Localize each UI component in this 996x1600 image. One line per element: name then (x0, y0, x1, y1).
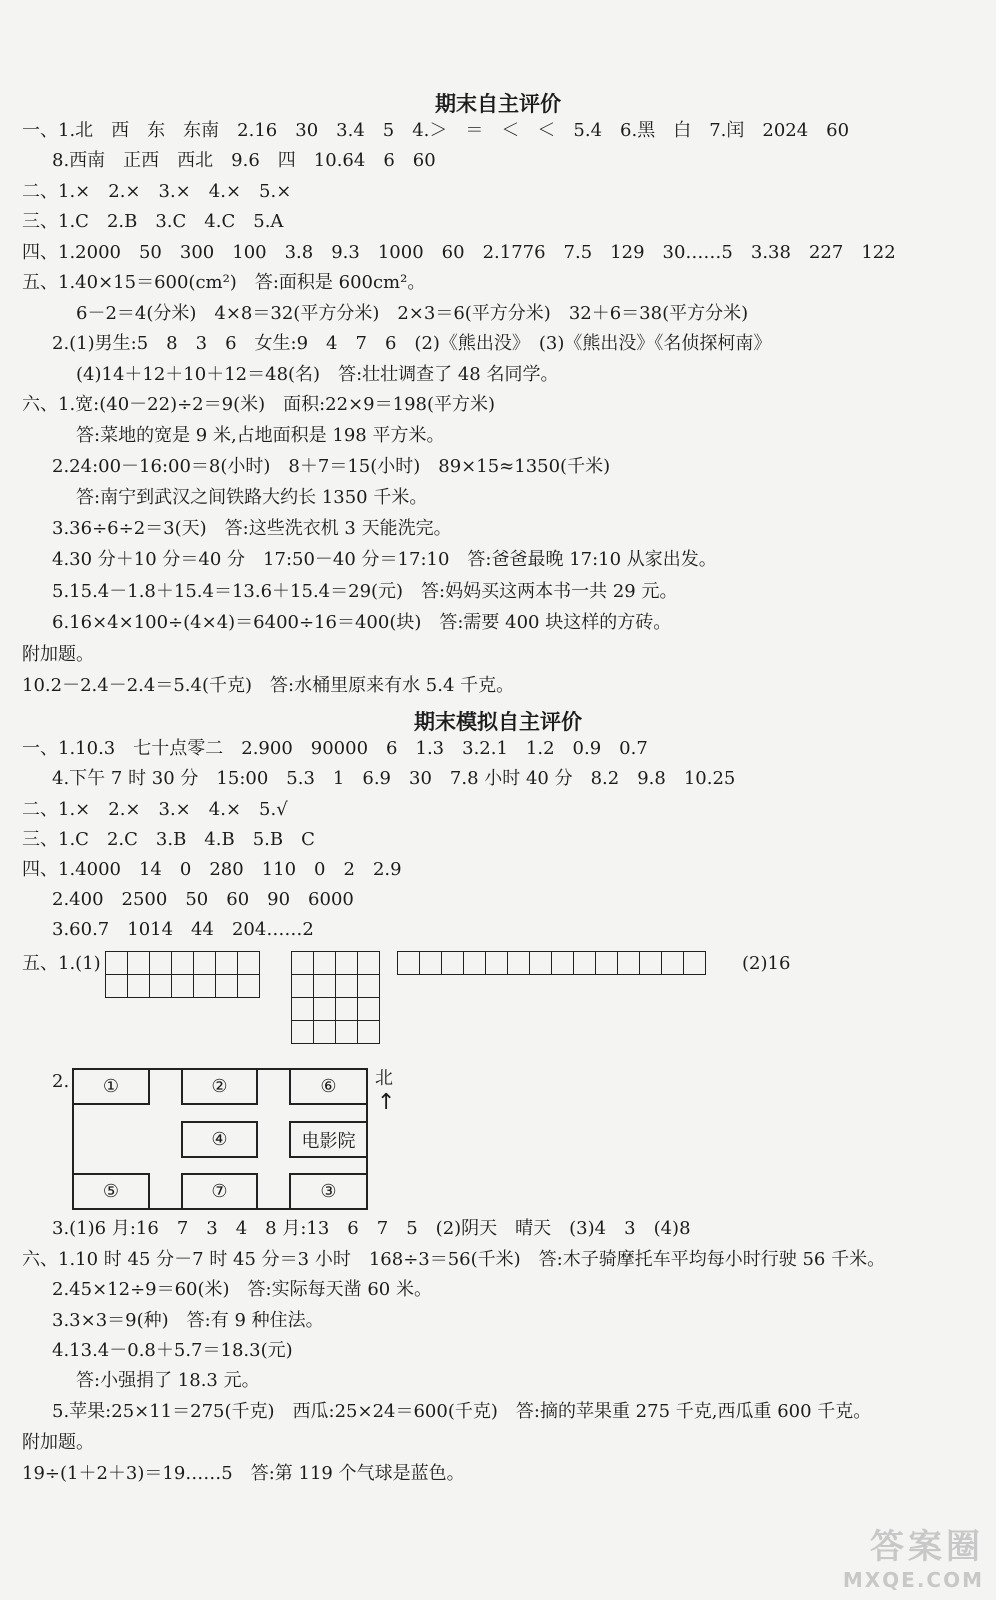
s2-q2-label: 2. (52, 1071, 70, 1092)
s1-line-6: 五、1.40×15＝600(cm²) 答:面积是 600cm²。 (22, 272, 426, 293)
map-cinema: 电影院 (289, 1121, 368, 1158)
s1-extra-heading: 附加题。 (22, 644, 94, 665)
watermark-text: 答案圈 (870, 1527, 984, 1567)
s2-q5-part2: (2)16 (742, 953, 791, 974)
s1-line-7: 6－2＝4(分米) 4×8＝32(平方分米) 2×3＝6(平方分米) 32＋6＝38(平方分米) (76, 303, 749, 324)
s1-extra-answer: 10.2－2.4－2.4＝5.4(千克) 答:水桶里原来有水 5.4 千克。 (22, 675, 515, 696)
north-arrow-icon: ↑ (377, 1090, 396, 1115)
s1-line-5: 四、1.2000 50 300 100 3.8 9.3 1000 60 2.1776 7.5 129 30……5 3.38 227 122 (22, 242, 896, 263)
s2-line-1: 一、1.10.3 七十点零二 2.900 90000 6 1.3 3.2.1 1.2 0.9 0.7 (22, 738, 648, 759)
s1-line-3: 二、1.× 2.× 3.× 4.× 5.× (22, 181, 292, 202)
s1-line-13: 答:南宁到武汉之间铁路大约长 1350 千米。 (76, 487, 428, 508)
s2-line-6-4-answer: 答:小强捐了 18.3 元。 (76, 1370, 260, 1391)
s1-line-10: 六、1.宽:(40－22)÷2＝9(米) 面积:22×9＝198(平方米) (22, 394, 496, 415)
map-room-1: ① (72, 1068, 150, 1105)
map-room-7: ⑦ (181, 1173, 258, 1210)
map-room-6: ⑥ (289, 1068, 368, 1105)
s2-line-6-3: 3.3×3＝9(种) 答:有 9 种住法。 (52, 1310, 324, 1331)
s1-line-2: 8.西南 正西 西北 9.6 四 10.64 6 60 (52, 150, 436, 171)
s2-line-2: 4.下午 7 时 30 分 15:00 5.3 1 6.9 30 7.8 小时 40 分 8.2 9.8 10.25 (52, 768, 736, 789)
s2-line-6-5: 5.苹果:25×11＝275(千克) 西瓜:25×24＝600(千克) 答:摘的苹果重 275 千克,西瓜重 600 千克。 (52, 1401, 872, 1422)
s2-line-6-1: 六、1.10 时 45 分－7 时 45 分＝3 小时 168÷3＝56(千米) 答:木子骑摩托车平均每小时行驶 56 千米。 (22, 1249, 886, 1270)
s1-line-4: 三、1.C 2.B 3.C 4.C 5.A (22, 211, 284, 232)
grid-shape-wide (105, 951, 260, 998)
s1-line-14: 3.36÷6÷2＝3(天) 答:这些洗衣机 3 天能洗完。 (52, 518, 452, 539)
s2-extra-heading: 附加题。 (22, 1432, 94, 1453)
s1-line-12: 2.24:00－16:00＝8(小时) 8＋7＝15(小时) 89×15≈1350(千米) (52, 456, 611, 477)
s2-line-6: 2.400 2500 50 60 90 6000 (52, 889, 354, 910)
map-room-3: ③ (289, 1173, 368, 1210)
map-room-5: ⑤ (72, 1173, 150, 1210)
grid-shape-tall (291, 951, 380, 1044)
s2-line-3: 二、1.× 2.× 3.× 4.× 5.√ (22, 799, 288, 820)
map-room-2: ② (181, 1068, 258, 1105)
s1-line-15: 4.30 分＋10 分＝40 分 17:50－40 分＝17:10 答:爸爸最晚 17:10 从家出发。 (52, 549, 717, 570)
s2-extra-answer: 19÷(1＋2＋3)＝19……5 答:第 119 个气球是蓝色。 (22, 1463, 465, 1484)
map-room-4: ④ (181, 1121, 258, 1158)
s1-line-17: 6.16×4×100÷(4×4)＝6400÷16＝400(块) 答:需要 400 块这样的方砖。 (52, 612, 672, 633)
s1-line-16: 5.15.4－1.8＋15.4＝13.6＋15.4＝29(元) 答:妈妈买这两本书一共 29 元。 (52, 581, 678, 602)
s2-line-6-2: 2.45×12÷9＝60(米) 答:实际每天凿 60 米。 (52, 1279, 432, 1300)
watermark-url: MXQE.COM (842, 1568, 984, 1592)
north-label: 北 (375, 1068, 393, 1089)
s1-line-8: 2.(1)男生:5 8 3 6 女生:9 4 7 6 (2)《熊出没》 (3)《熊出没》《名侦探柯南》 (52, 333, 772, 354)
s2-line-7: 3.60.7 1014 44 204……2 (52, 919, 314, 940)
section1-title: 期末自主评价 (435, 92, 561, 116)
grid-shape-long (397, 951, 706, 975)
s2-line-5: 四、1.4000 14 0 280 110 0 2 2.9 (22, 859, 402, 880)
section2-title: 期末模拟自主评价 (414, 710, 582, 734)
s2-line-6-4: 4.13.4－0.8＋5.7＝18.3(元) (52, 1340, 293, 1361)
watermark-logo (843, 1519, 984, 1592)
s2-line-q3: 3.(1)6 月:16 7 3 4 8 月:13 6 7 5 (2)阴天 晴天 (3)4 3 (4)8 (52, 1218, 691, 1239)
s1-line-9: (4)14＋12＋10＋12＝48(名) 答:壮壮调查了 48 名同学。 (76, 364, 559, 385)
s1-line-11: 答:菜地的宽是 9 米,占地面积是 198 平方米。 (76, 425, 445, 446)
s1-line-1: 一、1.北 西 东 东南 2.16 30 3.4 5 4.＞ ＝ ＜ ＜ 5.4 6.黑 白 7.闰 2024 60 (22, 120, 850, 141)
s2-q5-label: 五、1.(1) (22, 953, 101, 974)
s2-line-4: 三、1.C 2.C 3.B 4.B 5.B C (22, 829, 315, 850)
